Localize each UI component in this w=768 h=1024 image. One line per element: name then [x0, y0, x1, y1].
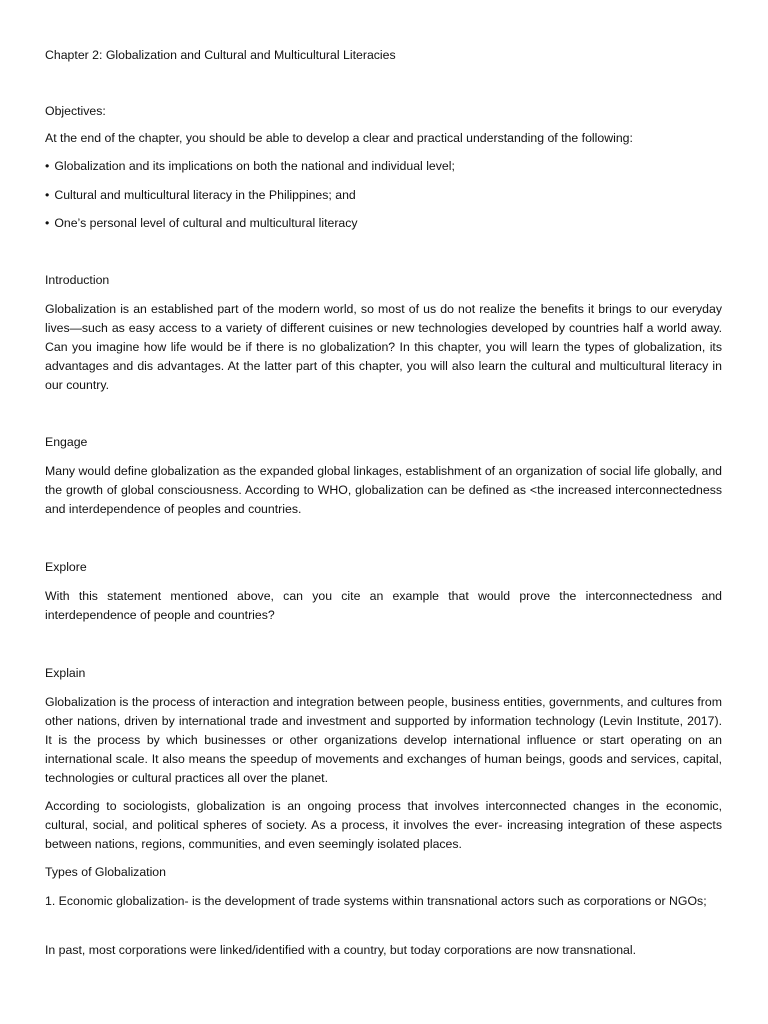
type-economic-note: In past, most corporations were linked/identified with a country, but today corporations are now transnational.	[45, 943, 637, 957]
bullet-icon	[45, 216, 54, 230]
objectives-intro: At the end of the chapter, you should be able to develop a clear and practical understanding of the following:	[45, 131, 633, 145]
type-economic: 1. Economic globalization- is the development of trade systems within transnational actors such as corporations or NGOs;	[45, 894, 707, 908]
engage-body: Many would define globalization as the expanded global linkages, establishment of an organization of social life globally, and the growth of global consciousness. According to WHO, globalization can be defined as <the increased interconnectedness and interdependence of peoples and countries.	[45, 464, 722, 516]
objective-item	[45, 186, 722, 205]
objective-item-text: One’s personal level of cultural and multicultural literacy	[54, 216, 358, 230]
objective-item	[45, 214, 722, 233]
explore-body: With this statement mentioned above, can you cite an example that would prove the interconnectedness and interdependence of people and countries?	[45, 589, 722, 622]
engage-heading: Engage	[45, 435, 88, 449]
chapter-title: Chapter 2: Globalization and Cultural and Multicultural Literacies	[45, 48, 396, 62]
introduction-body: Globalization is an established part of the modern world, so most of us do not realize the benefits it brings to our everyday lives—such as easy access to a variety of different cuisines or new technologies developed by countries half a world away. Can you imagine how life would be if there is no globalization? In this chapter, you will learn the types of globalization, its advantages and dis advantages. At the latter part of this chapter, you will also learn the cultural and multicultural literacy in our country.	[45, 302, 722, 392]
types-heading: Types of Globalization	[45, 865, 166, 879]
bullet-icon	[45, 188, 54, 202]
objectives-heading: Objectives:	[45, 104, 106, 118]
explain-heading: Explain	[45, 666, 86, 680]
explore-heading: Explore	[45, 560, 87, 574]
explain-paragraph-1: Globalization is the process of interaction and integration between people, business entities, governments, and cultures from other nations, driven by international trade and investment and supported by information technology (Levin Institute, 2017). It is the process by which businesses or other organizations develop international influence or start operating on an international scale. It also means the speedup of movements and exchanges of human beings, goods and services, capital, technologies or cultural practices all over the planet.	[45, 695, 722, 785]
objective-item	[45, 157, 722, 176]
objective-item-text: Globalization and its implications on both the national and individual level;	[54, 159, 455, 173]
bullet-icon	[45, 159, 54, 173]
explain-paragraph-2: According to sociologists, globalization is an ongoing process that involves interconnected changes in the economic, cultural, social, and political spheres of society. As a process, it involves the ever- increasing integration of these aspects between nations, regions, communities, and even seemingly isolated places.	[45, 799, 722, 851]
introduction-heading: Introduction	[45, 273, 110, 287]
objective-item-text: Cultural and multicultural literacy in the Philippines; and	[54, 188, 356, 202]
